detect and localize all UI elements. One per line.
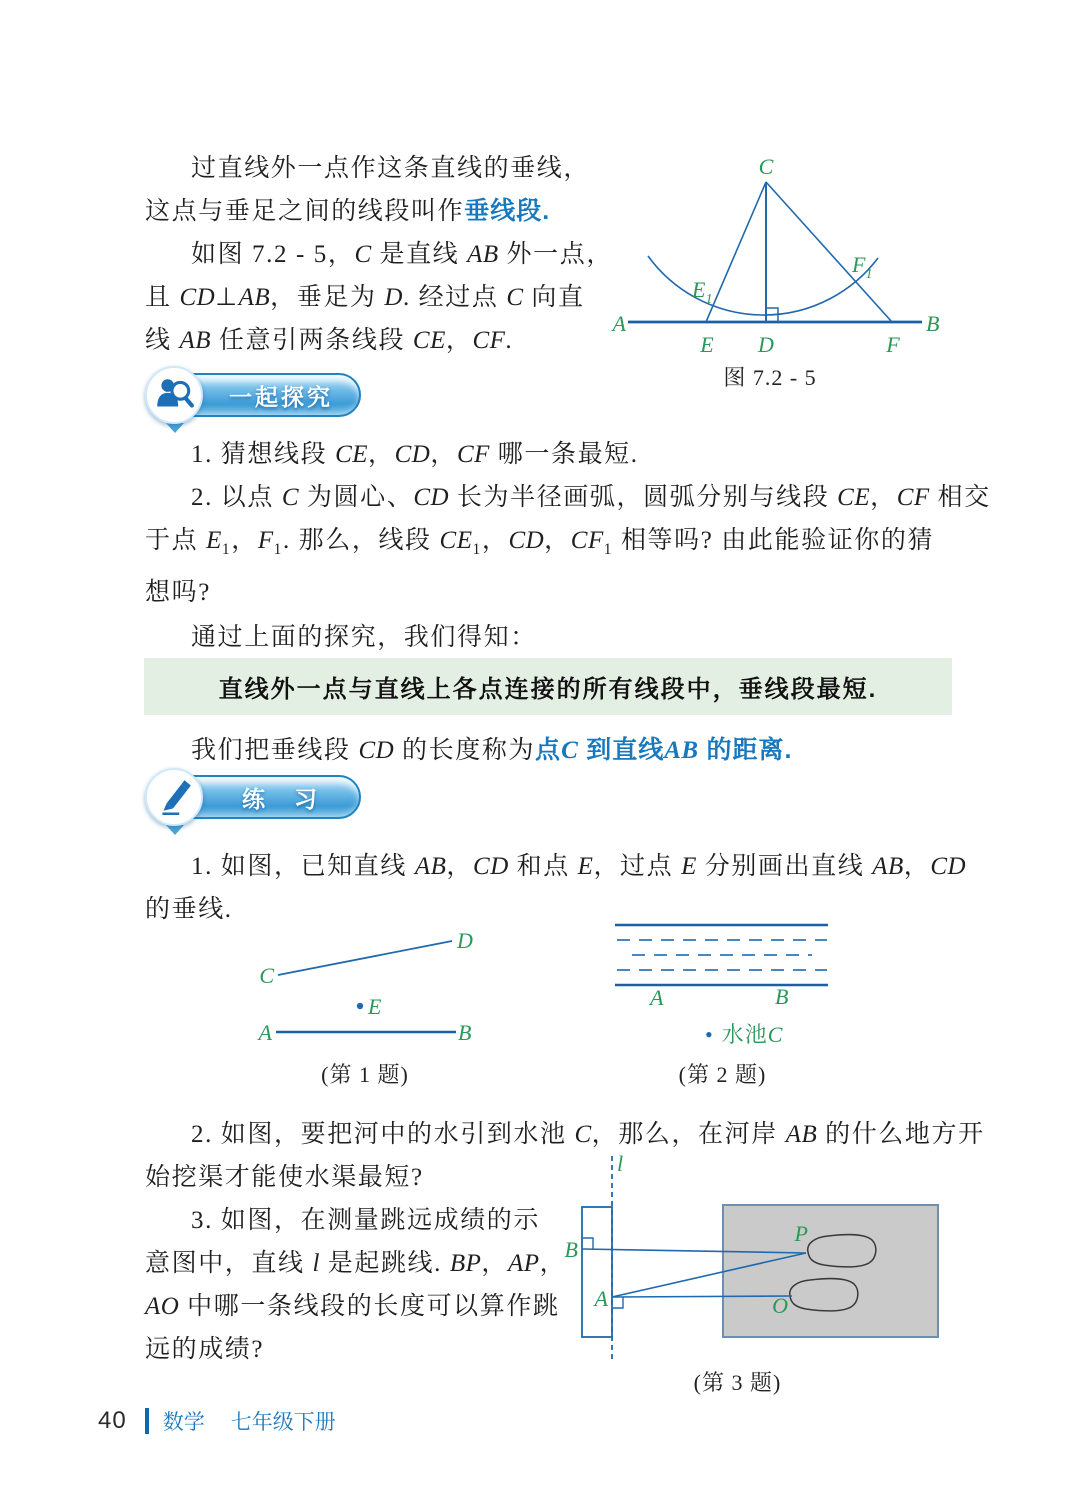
label-d: D bbox=[758, 332, 774, 357]
practice-badge bbox=[145, 772, 365, 830]
right-angle-mark-a bbox=[612, 1297, 623, 1308]
footer-volume: 七年级下册 bbox=[230, 1411, 336, 1434]
pencil-icon bbox=[153, 776, 195, 818]
footprint-p bbox=[808, 1235, 876, 1267]
footer-subject: 数学 bbox=[162, 1411, 205, 1434]
arc-radius-cd bbox=[648, 256, 878, 315]
exercise-3-line: 远的成绩? bbox=[145, 1336, 265, 1363]
pool-c: C bbox=[767, 1022, 784, 1047]
line-cd bbox=[278, 941, 452, 975]
label-b: B bbox=[926, 311, 940, 336]
segment-cf bbox=[766, 182, 892, 322]
figure-exercise-1-caption: (第 1 题) bbox=[321, 1062, 409, 1087]
practice-badge-circle bbox=[145, 768, 203, 826]
explore-person-magnifier-icon bbox=[153, 374, 195, 416]
distance-definition: 我们把垂线段 CD 的长度称为点C 到直线AB 的距离. bbox=[191, 736, 793, 764]
intro-line: 过直线外一点作这条直线的垂线， bbox=[191, 155, 591, 182]
exercise-3-line: AO 中哪一条线段的长度可以算作跳 bbox=[145, 1293, 560, 1320]
label-c: C bbox=[259, 963, 274, 988]
intro-line: 且 CD⊥AB，垂足为 D. 经过点 C 向直 bbox=[145, 284, 585, 311]
pool-point-dot: • bbox=[705, 1022, 714, 1047]
figure-exercise-2-caption: (第 2 题) bbox=[678, 1062, 767, 1087]
exercise-1-line: 1. 如图，已知直线 AB，CD 和点 E，过点 E 分别画出直线 AB，CD bbox=[191, 853, 967, 880]
label-a: A bbox=[594, 1286, 608, 1311]
exercise-1-line: 的垂线. bbox=[145, 896, 233, 923]
label-o: O bbox=[772, 1293, 788, 1318]
take-off-board bbox=[582, 1207, 612, 1337]
figure-exercise-1 bbox=[215, 918, 485, 1050]
explore-item-1: 1. 猜想线段 CE，CD，CF 哪一条最短. bbox=[191, 441, 639, 468]
pool-text: 水池 bbox=[721, 1022, 768, 1047]
page-footer bbox=[98, 1406, 336, 1436]
figure-exercise-3 bbox=[555, 1150, 985, 1365]
segment-ce bbox=[706, 182, 766, 322]
label-a: A bbox=[258, 1020, 272, 1045]
label-a: A bbox=[650, 985, 664, 1010]
label-e: E bbox=[700, 332, 714, 357]
explore-badge-pointer bbox=[166, 423, 184, 433]
explore-badge-circle bbox=[145, 366, 203, 424]
point-e-dot bbox=[357, 1003, 363, 1009]
label-f: F bbox=[886, 332, 900, 357]
exercise-2-line: 始挖渠才能使水渠最短? bbox=[145, 1164, 424, 1191]
intro-line: 如图 7.2 - 5，C 是直线 AB 外一点， bbox=[191, 241, 613, 268]
exercise-3-line: 意图中，直线 l 是起跳线. BP，AP， bbox=[145, 1250, 567, 1277]
label-c: C bbox=[758, 154, 774, 179]
label-e1: $E_1$ bbox=[692, 277, 713, 307]
explore-item-2 bbox=[145, 476, 991, 614]
figure-exercise-2 bbox=[600, 912, 845, 1012]
footprint-o bbox=[790, 1279, 858, 1311]
label-d: D bbox=[457, 928, 473, 953]
intro-paragraphs bbox=[145, 147, 625, 362]
intro-line: 线 AB 任意引两条线段 CE，CF. bbox=[145, 327, 514, 354]
explore-item-2-line: 2. 以点 C 为圆心、CD 长为半径画弧，圆弧分别与线段 CE，CF 相交 bbox=[191, 484, 991, 511]
exercise-2-line: 2. 如图，要把河中的水引到水池 C，那么，在河岸 AB 的什么地方开 bbox=[191, 1121, 985, 1148]
explore-badge-label: 一起探究 bbox=[229, 384, 333, 410]
label-a: A bbox=[612, 311, 626, 336]
practice-badge-pointer bbox=[166, 825, 184, 835]
explore-item-2-line: 想吗? bbox=[145, 579, 211, 606]
explore-item-2-line: 于点 $E_1$，$F_1$. 那么，线段 $CE_1$，CD，$CF_1$ 相等吗? 由此能验证你的猜 bbox=[145, 527, 935, 558]
theorem-text: 直线外一点与直线上各点连接的所有线段中，垂线段最短. bbox=[218, 676, 878, 703]
exercise-3 bbox=[145, 1199, 585, 1371]
page-number: 40 bbox=[98, 1407, 127, 1434]
explore-badge bbox=[145, 370, 365, 428]
label-f1: $F_1$ bbox=[852, 252, 873, 282]
pool-label bbox=[705, 1018, 783, 1049]
label-b: B bbox=[564, 1237, 578, 1262]
label-e: E bbox=[368, 994, 382, 1019]
footer-divider bbox=[145, 1408, 149, 1434]
label-b: B bbox=[458, 1020, 472, 1045]
figure-exercise-3-caption: (第 3 题) bbox=[693, 1370, 782, 1395]
conclusion-lead: 通过上面的探究，我们得知： bbox=[191, 624, 537, 651]
theorem-highlight-box bbox=[144, 658, 952, 715]
exercise-3-line: 3. 如图，在测量跳远成绩的示 bbox=[191, 1207, 541, 1234]
practice-badge-label: 练 习 bbox=[242, 786, 320, 812]
label-l: l bbox=[617, 1151, 624, 1176]
label-b: B bbox=[775, 984, 789, 1009]
segment-ao bbox=[612, 1296, 792, 1297]
figure-7-2-5 bbox=[595, 148, 945, 360]
sand-pit bbox=[723, 1205, 938, 1337]
figure-7-2-5-caption: 图 7.2 - 5 bbox=[723, 365, 817, 390]
label-p: P bbox=[794, 1221, 808, 1246]
intro-line: 这点与垂足之间的线段叫作垂线段. bbox=[145, 197, 551, 225]
